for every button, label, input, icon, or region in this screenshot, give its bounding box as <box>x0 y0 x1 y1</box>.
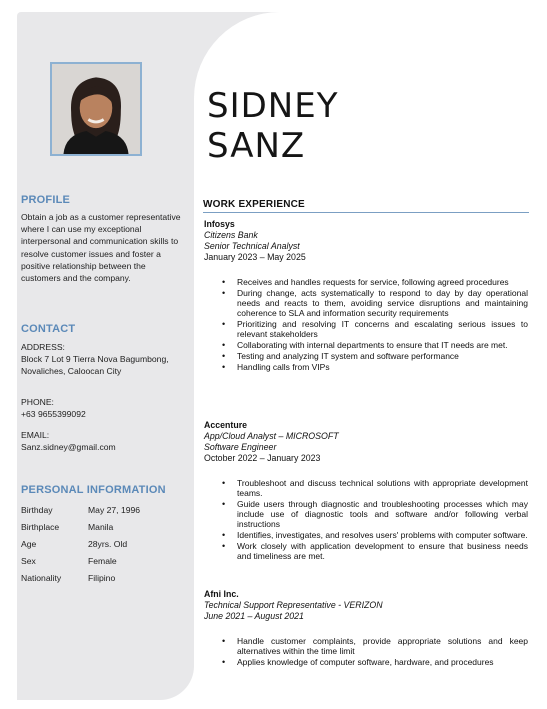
info-value: May 27, 1996 <box>88 504 141 515</box>
address-label: ADDRESS: <box>21 342 65 352</box>
phone-block <box>21 396 86 420</box>
duty-item: • Prioritizing and resolving IT concerns and escalating serious issues to relevant stakeholders <box>237 319 528 339</box>
duty-item: • During change, acts systematically to respond to day by day operational needs and reacts to them, avoiding service disruptions and maintaining coherence to SLA and information security requirements <box>237 288 528 318</box>
job-position: Software Engineer <box>204 442 277 452</box>
job-dates: October 2022 – January 2023 <box>204 453 321 463</box>
address-value: Block 7 Lot 9 Tierra Nova Bagumbong, Novaliches, Caloocan City <box>21 354 169 377</box>
address-block <box>21 341 189 378</box>
info-row <box>21 569 140 586</box>
duty-item: • Receives and handles requests for service, following agreed procedures <box>237 277 528 287</box>
job-duties-list <box>237 478 528 561</box>
job-duties-list <box>237 636 528 667</box>
info-row <box>21 552 140 569</box>
section-divider <box>203 212 529 213</box>
info-key: Nationality <box>21 572 62 583</box>
info-value: Filipino <box>88 572 116 583</box>
info-key: Birthplace <box>21 521 60 532</box>
job-client: App/Cloud Analyst – MICROSOFT <box>204 431 339 441</box>
duty-item: • Identifies, investigates, and resolves users' problems with computer software. <box>237 530 528 540</box>
phone-label: PHONE: <box>21 397 54 407</box>
duty-item: • Collaborating with internal departments to ensure that IT needs are met. <box>237 340 528 350</box>
info-key: Age <box>21 538 37 549</box>
job-dates: June 2021 – August 2021 <box>204 611 304 621</box>
duty-item: • Handling calls from VIPs <box>237 362 528 372</box>
duty-item: • Testing and analyzing IT system and software performance <box>237 351 528 361</box>
duty-item: • Work closely with application development to ensure that business needs and timeliness are met. <box>237 541 528 561</box>
duty-item: • Troubleshoot and discuss technical solutions with appropriate development teams. <box>237 478 528 498</box>
job-duties-list <box>237 277 528 372</box>
job-company: Accenture <box>204 420 248 430</box>
profile-text: Obtain a job as a customer representative where I can use my exceptional interpersonal and communication skills to resolve customer issues and foster a positive relationship between the customers and the company. <box>21 212 181 284</box>
job-dates: January 2023 – May 2025 <box>204 252 306 262</box>
duty-item: • Handle customer complaints, provide appropriate solutions and keep alternatives within the time limit <box>237 636 528 656</box>
candidate-name <box>207 86 338 166</box>
email-value: Sanz.sidney@gmail.com <box>21 442 116 453</box>
info-row <box>21 501 140 518</box>
job-company: Afni Inc. <box>204 589 239 599</box>
email-block <box>21 429 116 453</box>
contact-heading: CONTACT <box>21 323 76 335</box>
job-company: Infosys <box>204 219 235 229</box>
duty-item: • Guide users through diagnostic and troubleshooting processes which may include use of diagnostic tools and software and/or following verbal instructions <box>237 499 528 529</box>
personal-info-heading: PERSONAL INFORMATION <box>21 484 166 496</box>
info-value: Female <box>88 555 117 566</box>
profile-heading: PROFILE <box>21 194 71 206</box>
info-value: Manila <box>88 521 114 532</box>
duty-item: • Applies knowledge of computer software, hardware, and procedures <box>237 657 528 667</box>
info-value: 28yrs. Old <box>88 538 128 549</box>
work-experience-heading: WORK EXPERIENCE <box>203 199 305 210</box>
job-entry <box>204 589 528 668</box>
info-row <box>21 535 140 552</box>
info-row <box>21 518 140 535</box>
phone-value: +63 9655399092 <box>21 409 86 420</box>
last-name: SANZ <box>207 126 306 166</box>
personal-info-table <box>21 501 140 586</box>
first-name: SIDNEY <box>207 86 339 126</box>
email-label: EMAIL: <box>21 430 50 440</box>
job-entry <box>204 219 528 373</box>
person-photo-icon <box>52 64 140 154</box>
info-key: Birthday <box>21 504 53 515</box>
job-client: Citizens Bank <box>204 230 258 240</box>
job-client: Technical Support Representative - VERIZON <box>204 600 383 610</box>
job-position: Senior Technical Analyst <box>204 241 300 251</box>
profile-photo <box>50 62 142 156</box>
job-entry <box>204 420 528 562</box>
info-key: Sex <box>21 555 36 566</box>
